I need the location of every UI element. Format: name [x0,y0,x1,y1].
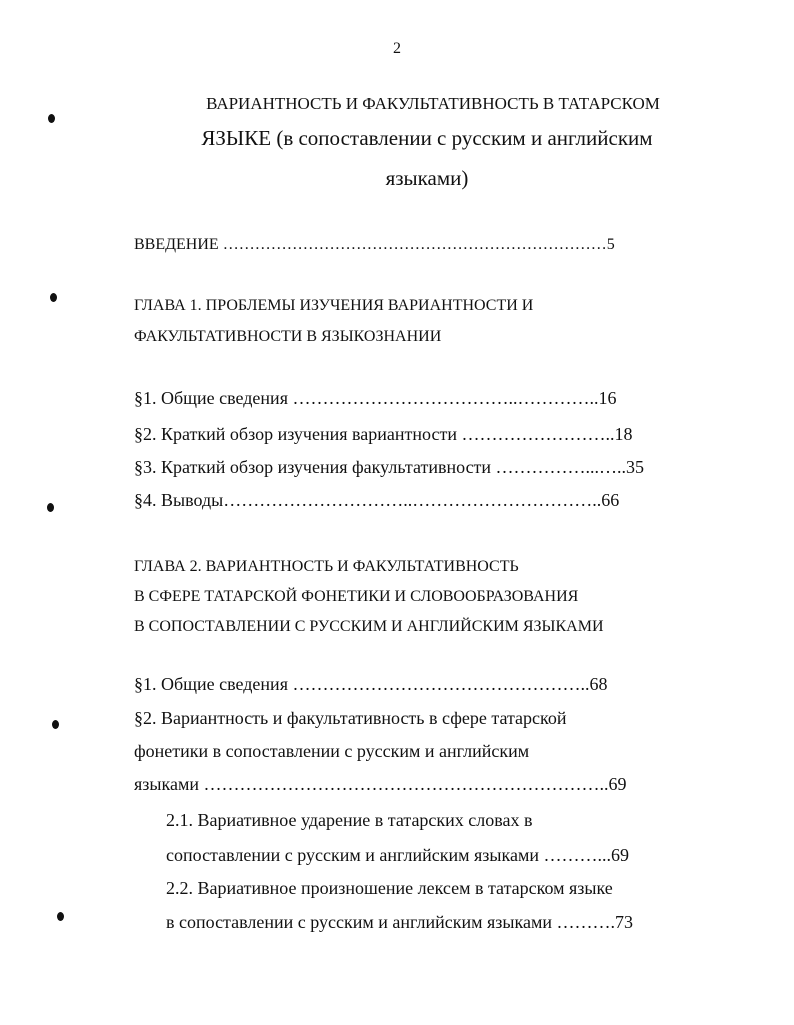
toc-intro: ВВЕДЕНИЕ ………………………………………………………………5 [134,236,615,253]
chapter-2-heading-line-3: В СОПОСТАВЛЕНИИ С РУССКИМ И АНГЛИЙСКИМ ЯЗЫКАМИ [134,618,604,635]
chapter-2-section-1: §1. Общие сведения …………………………………………..68 [134,674,608,694]
subsection-2-2-line-1: 2.2. Вариативное произношение лексем в татарском языке [166,878,613,898]
chapter-1-item: §3. Краткий обзор изучения факультативности ……………...…..35 [134,457,645,477]
title-line-3: языками) [385,166,469,190]
chapter-2-section-2-line-3: языками …………………………………………………………..69 [134,774,627,794]
chapter-2-heading-line-1: ГЛАВА 2. ВАРИАНТНОСТЬ И ФАКУЛЬТАТИВНОСТЬ [134,558,519,575]
chapter-2-section-2-line-2: фонетики в сопоставлении с русским и английским [134,741,530,761]
chapter-1-heading-line-1: ГЛАВА 1. ПРОБЛЕМЫ ИЗУЧЕНИЯ ВАРИАНТНОСТИ И [134,297,534,314]
chapter-1-item: §1. Общие сведения ………………………………..…………..16 [134,388,617,408]
chapter-1-item: §4. Выводы…………………………..…………………………..66 [134,490,620,510]
binding-hole-mark [47,503,54,512]
subsection-2-1-line-2: сопоставлении с русским и английским языками ………...69 [166,845,629,865]
chapter-2-heading-line-2: В СФЕРЕ ТАТАРСКОЙ ФОНЕТИКИ И СЛОВООБРАЗОВАНИЯ [134,588,579,605]
binding-hole-mark [50,293,57,302]
chapter-1-heading-line-2: ФАКУЛЬТАТИВНОСТИ В ЯЗЫКОЗНАНИИ [134,328,442,345]
binding-hole-mark [48,114,55,123]
title-line-1: ВАРИАНТНОСТЬ И ФАКУЛЬТАТИВНОСТЬ В ТАТАРСКОМ [206,94,660,113]
subsection-2-2-line-2: в сопоставлении с русским и английским языками ……….73 [166,912,633,932]
chapter-1-item: §2. Краткий обзор изучения вариантности ……………………..18 [134,424,633,444]
binding-hole-mark [57,912,64,921]
chapter-2-section-2-line-1: §2. Вариантность и факультативность в сфере татарской [134,708,567,728]
binding-hole-mark [52,720,59,729]
title-line-2: ЯЗЫКЕ (в сопоставлении с русским и английским [201,126,653,150]
page-number: 2 [393,40,401,57]
subsection-2-1-line-1: 2.1. Вариативное ударение в татарских словах в [166,810,533,830]
